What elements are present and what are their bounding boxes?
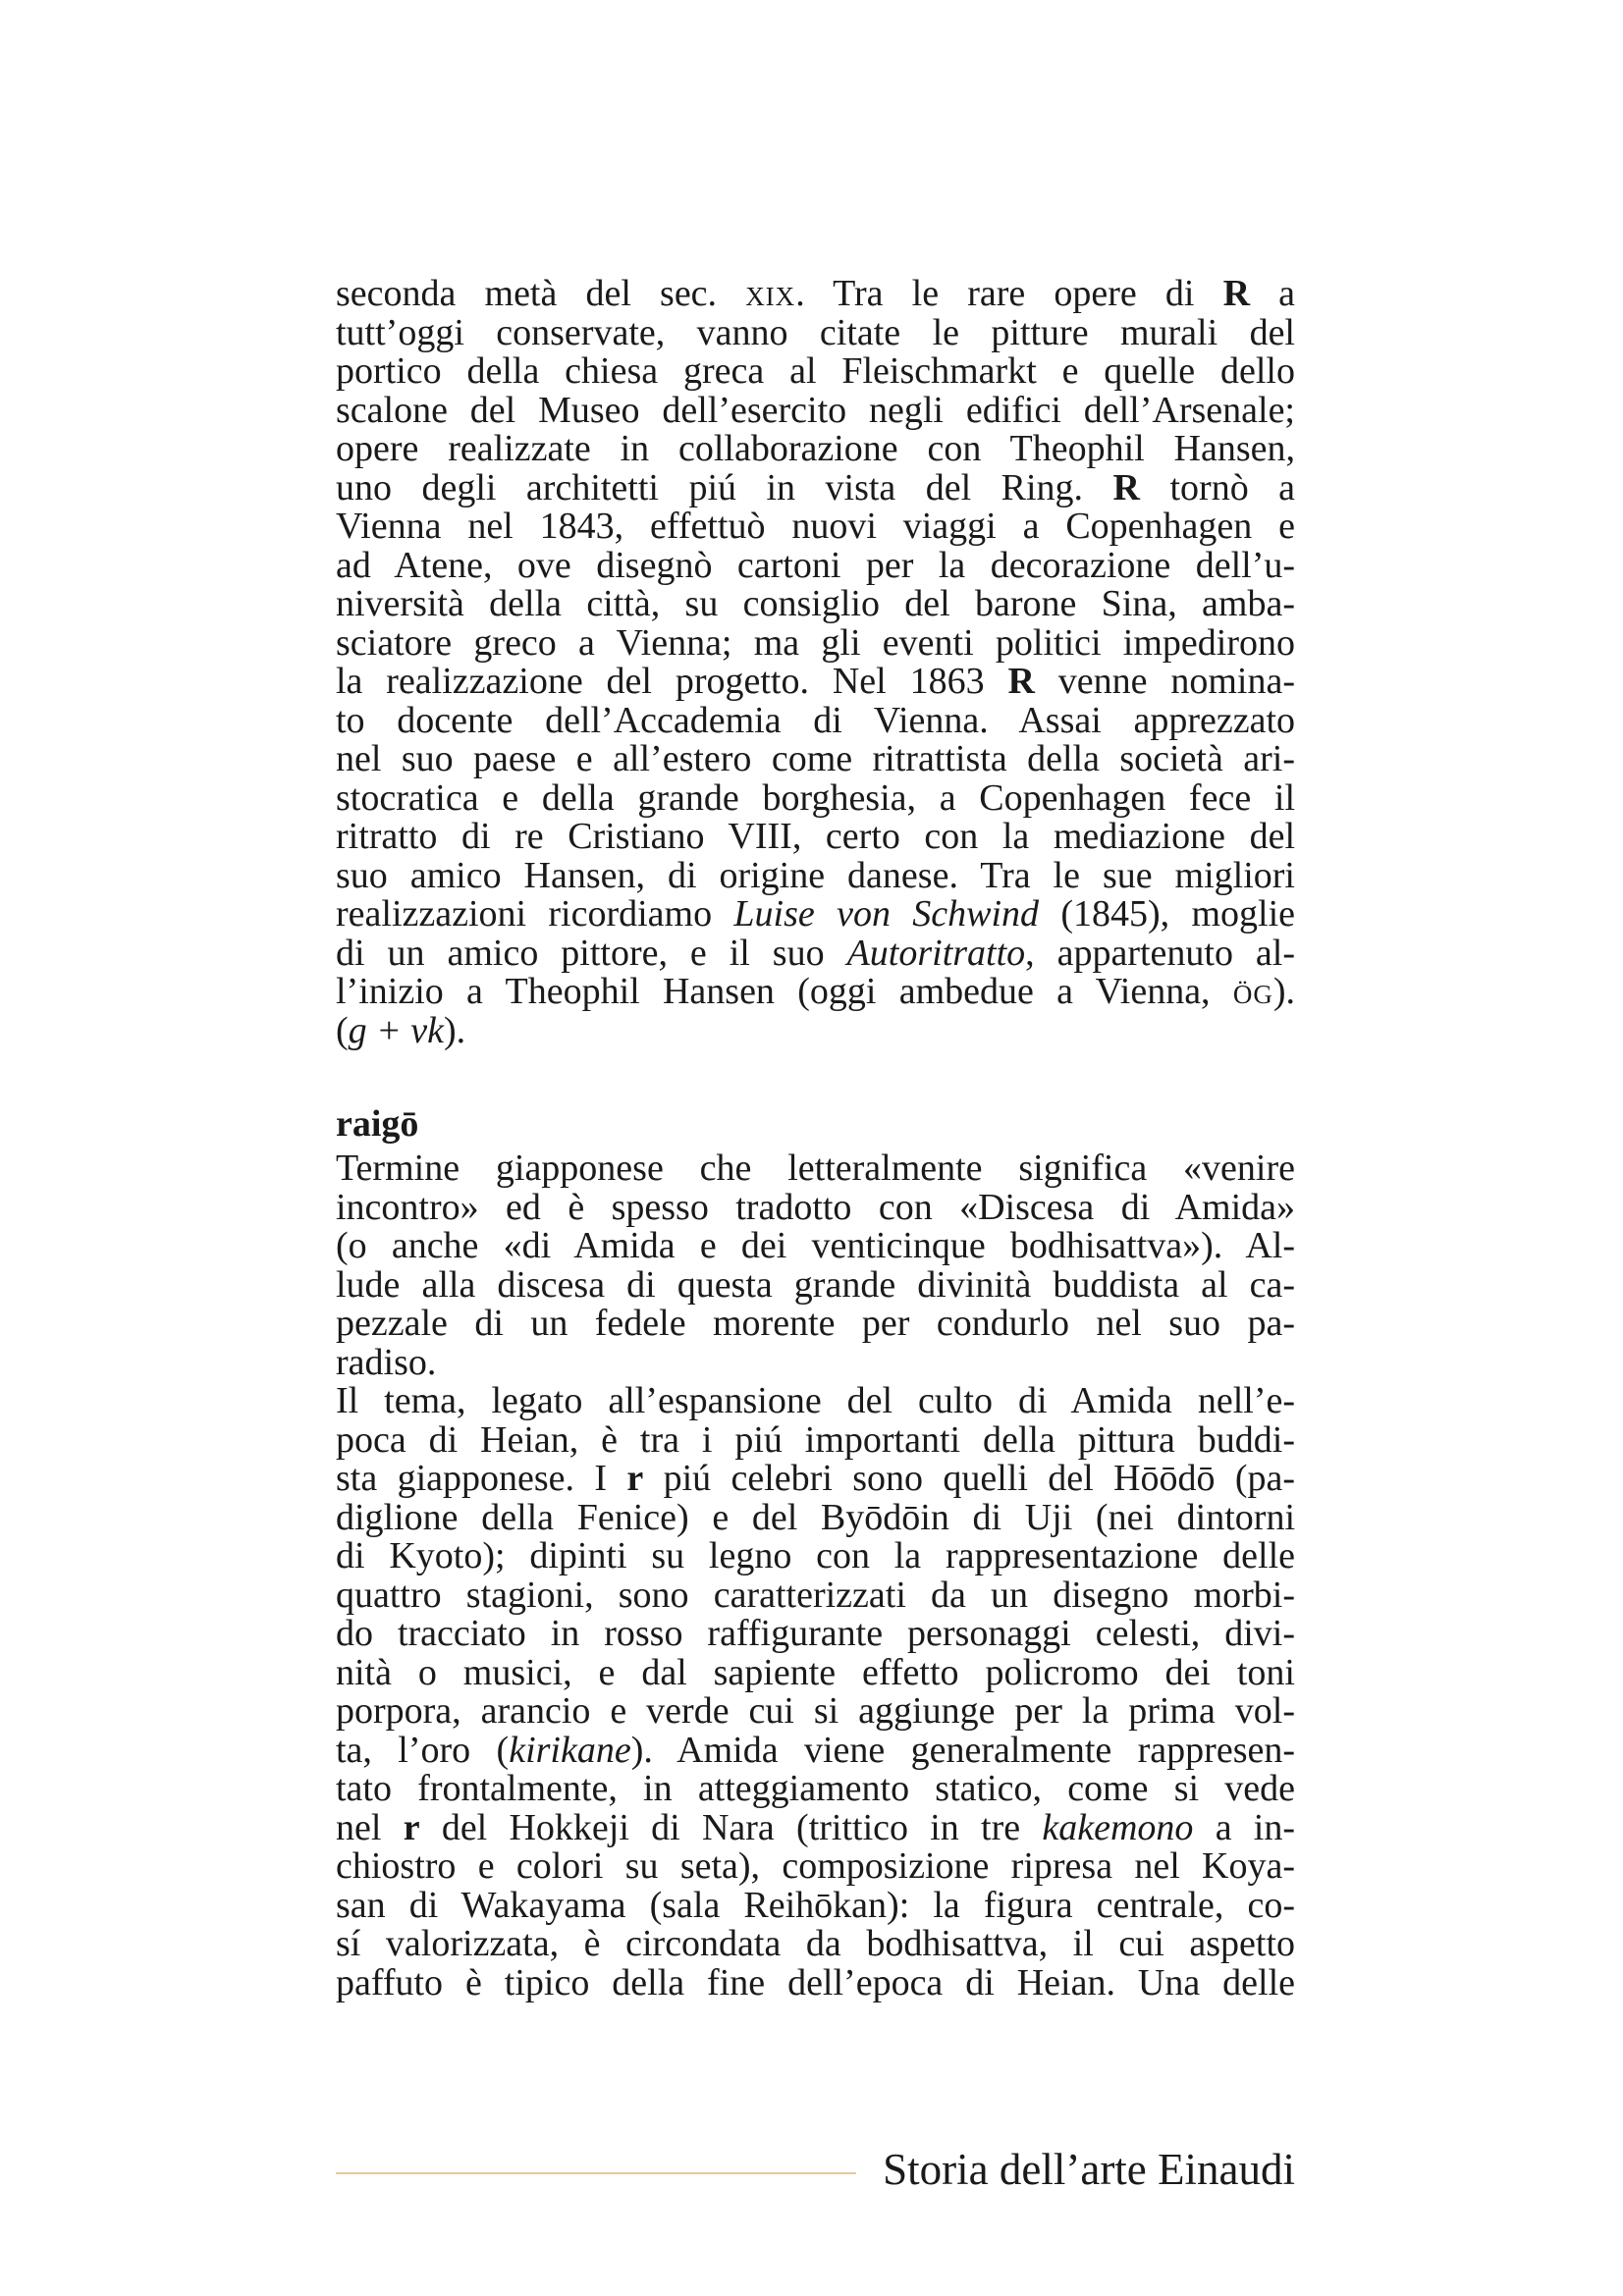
text-line: Vienna nel 1843, effettuò nuovi viaggi a Copenhagen e [336, 506, 1295, 547]
text-line: la realizzazione del progetto. Nel 1863 R venne nomina- [336, 661, 1296, 702]
text-line: pezzale di un fedele morente per condurlo nel suo pa- [336, 1303, 1295, 1344]
text-line: suo amico Hansen, di origine danese. Tra le sue migliori [336, 854, 1295, 896]
text-line: stocratica e della grande borghesia, a Copenhagen fece il [336, 776, 1295, 819]
text-line: lude alla discesa di questa grande divinità buddista al ca- [336, 1263, 1295, 1306]
text-line: uno degli architetti piú in vista del Ring. R tornò a [336, 466, 1296, 508]
text-line: scalone del Museo dell’esercito negli edifici dell’Arsenale; [336, 389, 1295, 431]
continuation-paragraph [336, 275, 1295, 1050]
text-line: l’inizio a Theophil Hansen (oggi ambedue a Vienna, ög). [336, 971, 1295, 1012]
entry-raigo [336, 1098, 1295, 2002]
text-line: Il tema, legato all’espansione del culto di Amida nell’e- [336, 1380, 1295, 1421]
text-line: san di Wakayama (sala Reihōkan): la figura centrale, co- [336, 1884, 1295, 1926]
text-line: sciatore greco a Vienna; ma gli eventi politici impedirono [336, 621, 1295, 664]
text-line: tato frontalmente, in atteggiamento statico, come si vede [336, 1768, 1295, 1809]
footer-title: Storia dell’arte Einaudi [883, 2145, 1295, 2194]
text-line: porpora, arancio e verde cui si aggiunge per la prima vol- [336, 1690, 1295, 1732]
text-line: niversità della città, su consiglio del barone Sina, amba- [336, 583, 1295, 624]
text-line: di Kyoto); dipinti su legno con la rappresentazione delle [336, 1535, 1295, 1576]
entry-paragraph-2 [336, 1382, 1295, 2002]
text-line: diglione della Fenice) e del Byōdōin di Uji (nei dintorni [336, 1496, 1295, 1538]
text-line: paffuto è tipico della fine dell’epoca di Heian. Una delle [336, 1961, 1295, 2003]
text-line: sí valorizzata, è circondata da bodhisattva, il cui aspetto [336, 1923, 1295, 1964]
text-line: nel suo paese e all’estero come ritrattista della società ari- [336, 738, 1295, 779]
body-text [336, 275, 1295, 2002]
text-line: quattro stagioni, sono caratterizzati da un disegno morbi- [336, 1574, 1295, 1616]
text-line: to docente dell’Accademia di Vienna. Assai apprezzato [336, 699, 1295, 741]
text-line: incontro» ed è spesso tradotto con «Discesa di Amida» [336, 1186, 1295, 1228]
text-line: ritratto di re Cristiano VIII, certo con la mediazione del [336, 816, 1295, 857]
text-line: (o anche «di Amida e dei venticinque bodhisattva»). Al- [336, 1225, 1295, 1266]
text-line: di un amico pittore, e il suo Autoritratto, appartenuto al- [336, 932, 1296, 974]
text-line: opere realizzate in collaborazione con Theophil Hansen, [336, 428, 1295, 469]
text-line: ta, l’oro (kirikane). Amida viene generalmente rappresen- [336, 1729, 1295, 1771]
text-line: nità o musici, e dal sapiente effetto policromo dei toni [336, 1651, 1295, 1693]
footer-rule [336, 2172, 856, 2174]
page-footer [336, 2140, 1295, 2199]
entry-heading: raigō [336, 1103, 419, 1145]
entry-paragraph-1 [336, 1149, 1295, 1382]
text-line: poca di Heian, è tra i piú importanti della pittura buddi- [336, 1418, 1295, 1461]
text-line: ad Atene, ove disegnò cartoni per la decorazione dell’u- [336, 544, 1295, 586]
text-line: Termine giapponese che letteralmente significa «venire [336, 1148, 1295, 1189]
text-line: nel r del Hokkeji di Nara (trittico in tre kakemono a in- [336, 1806, 1296, 1848]
text-line: tutt’oggi conservate, vanno citate le pitture murali del [336, 311, 1295, 353]
author-signature: (g + vk). [336, 1009, 466, 1051]
text-line: portico della chiesa greca al Fleischmarkt e quelle dello [336, 350, 1295, 392]
text-line: radiso. [336, 1341, 437, 1383]
text-line: do tracciato in rosso raffigurante personaggi celesti, divi- [336, 1613, 1295, 1654]
text-line: realizzazioni ricordiamo Luise von Schwind (1845), moglie [336, 893, 1296, 934]
text-line: chiostro e colori su seta), composizione ripresa nel Koya- [336, 1845, 1295, 1887]
text-line: seconda metà del sec. xix. Tra le rare opere di R a [336, 273, 1296, 314]
text-line: sta giapponese. I r piú celebri sono quelli del Hōōdō (pa- [336, 1458, 1296, 1499]
